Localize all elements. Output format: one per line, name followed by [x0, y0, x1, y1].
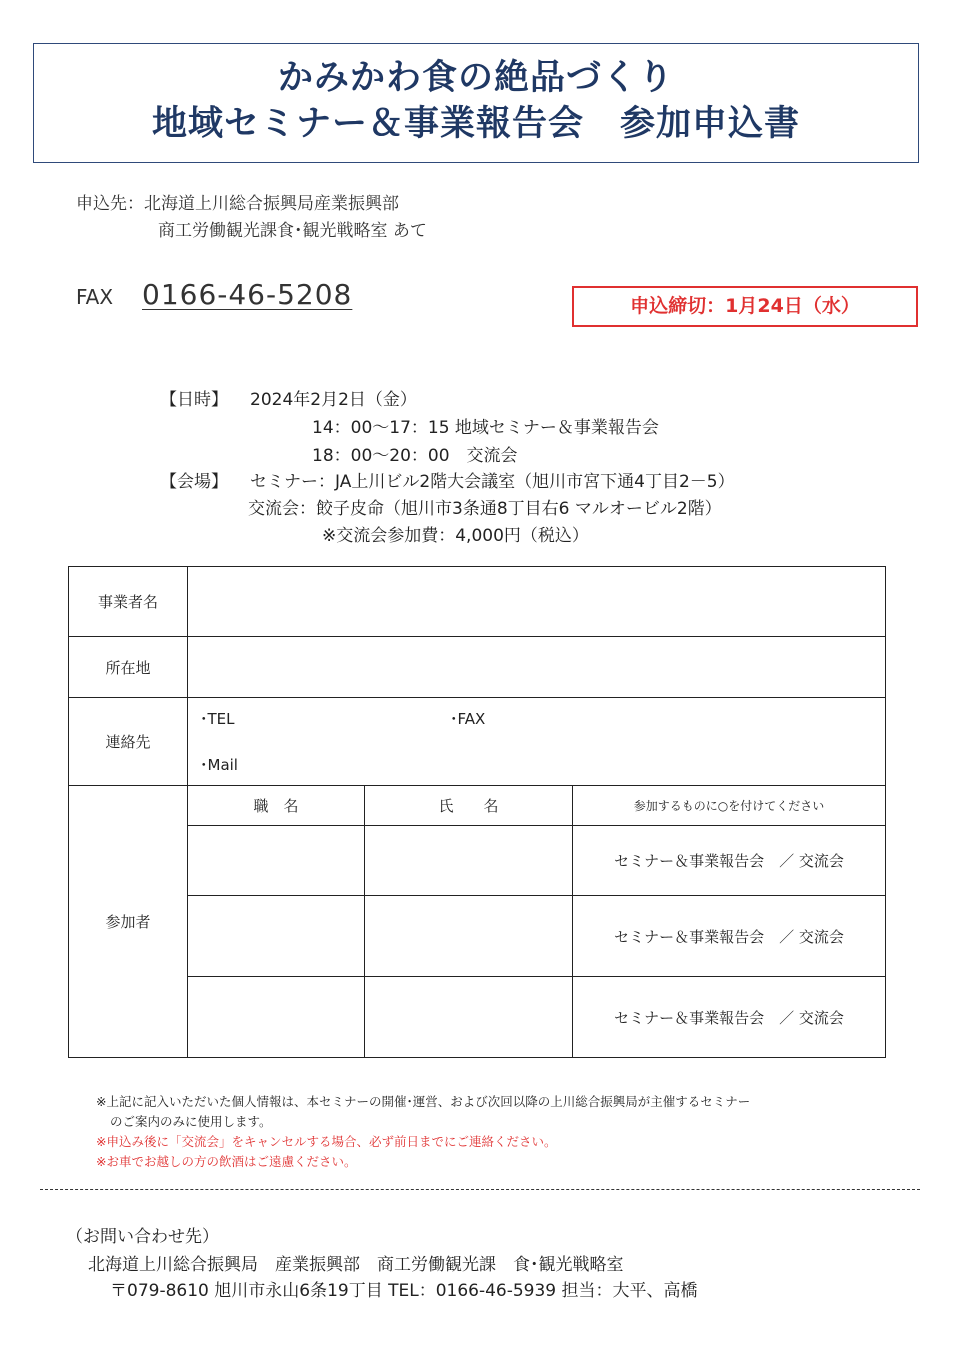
- date-label: 【日時】: [160, 390, 228, 410]
- tel-label: ･TEL: [200, 710, 235, 728]
- column-name: 氏 名: [365, 786, 573, 826]
- fax-number: 0166-46-5208: [142, 278, 353, 311]
- table-row: [69, 826, 886, 896]
- participants-label: 参加者: [69, 786, 188, 1058]
- event-date: 2024年2月2日（金）: [250, 390, 417, 410]
- mail-label: ･Mail: [200, 756, 238, 774]
- job-title-field[interactable]: [188, 896, 365, 977]
- address-field[interactable]: [188, 637, 886, 698]
- contact-organization: 北海道上川総合振興局 産業振興部 商工労働観光課 食･観光戦略室: [88, 1255, 624, 1275]
- name-field[interactable]: [365, 896, 573, 977]
- cancel-note: ※申込み後に「交流会」をキャンセルする場合、必ず前日までにご連絡ください。: [96, 1134, 557, 1149]
- table-row: [69, 977, 886, 1058]
- recipient-line-2: 商工労働観光課食･観光戦略室 あて: [158, 221, 427, 241]
- business-name-field[interactable]: [188, 567, 886, 637]
- name-field[interactable]: [365, 826, 573, 896]
- address-label: 所在地: [69, 637, 188, 698]
- business-name-label: 事業者名: [69, 567, 188, 637]
- attendance-choice[interactable]: セミナー＆事業報告会 ／ 交流会: [573, 896, 886, 977]
- venue-seminar: セミナー：JA上川ビル2階大会議室（旭川市宮下通4丁目2－5）: [250, 472, 735, 492]
- privacy-note-2: のご案内のみに使用します。: [110, 1114, 272, 1129]
- venue-label: 【会場】: [160, 472, 228, 492]
- column-attendance: 参加するものに○を付けてください: [573, 786, 886, 826]
- deadline-box: 申込締切：1月24日（水）: [572, 286, 918, 327]
- job-title-field[interactable]: [188, 826, 365, 896]
- session-networking: 18：00～20：00 交流会: [312, 446, 518, 466]
- column-job-title: 職 名: [188, 786, 365, 826]
- recipient-line-1: 申込先：北海道上川総合振興局産業振興部: [76, 194, 399, 214]
- cut-line-divider: [40, 1189, 920, 1190]
- drinking-note: ※お車でお越しの方の飲酒はご遠慮ください。: [96, 1154, 357, 1169]
- contact-heading: （お問い合わせ先）: [66, 1227, 219, 1247]
- title-box: [33, 43, 919, 163]
- fax-field-label: ･FAX: [450, 710, 486, 728]
- attendance-choice[interactable]: セミナー＆事業報告会 ／ 交流会: [573, 826, 886, 896]
- networking-fee: ※交流会参加費：4,000円（税込）: [322, 526, 589, 546]
- contact-label: 連絡先: [69, 698, 188, 786]
- table-row: [69, 896, 886, 977]
- application-form-table: [68, 566, 886, 1058]
- contact-detail: 〒079-8610 旭川市永山6条19丁目 TEL：0166-46-5939 担当：大平、高橋: [110, 1281, 698, 1301]
- title-line-1: かみかわ食の絶品づくり: [277, 58, 674, 98]
- contact-field[interactable]: [188, 698, 886, 786]
- name-field[interactable]: [365, 977, 573, 1058]
- venue-networking: 交流会：餃子皮命（旭川市3条通8丁目右6 マルオービル2階）: [248, 499, 722, 519]
- job-title-field[interactable]: [188, 977, 365, 1058]
- attendance-choice[interactable]: セミナー＆事業報告会 ／ 交流会: [573, 977, 886, 1058]
- title-line-2: 地域セミナー＆事業報告会 参加申込書: [151, 104, 800, 144]
- fax-label: FAX: [76, 285, 114, 309]
- privacy-note-1: ※上記に記入いただいた個人情報は、本セミナーの開催･運営、および次回以降の上川総合振興局が主催するセミナー: [96, 1094, 751, 1109]
- session-seminar: 14：00～17：15 地域セミナー＆事業報告会: [312, 418, 659, 438]
